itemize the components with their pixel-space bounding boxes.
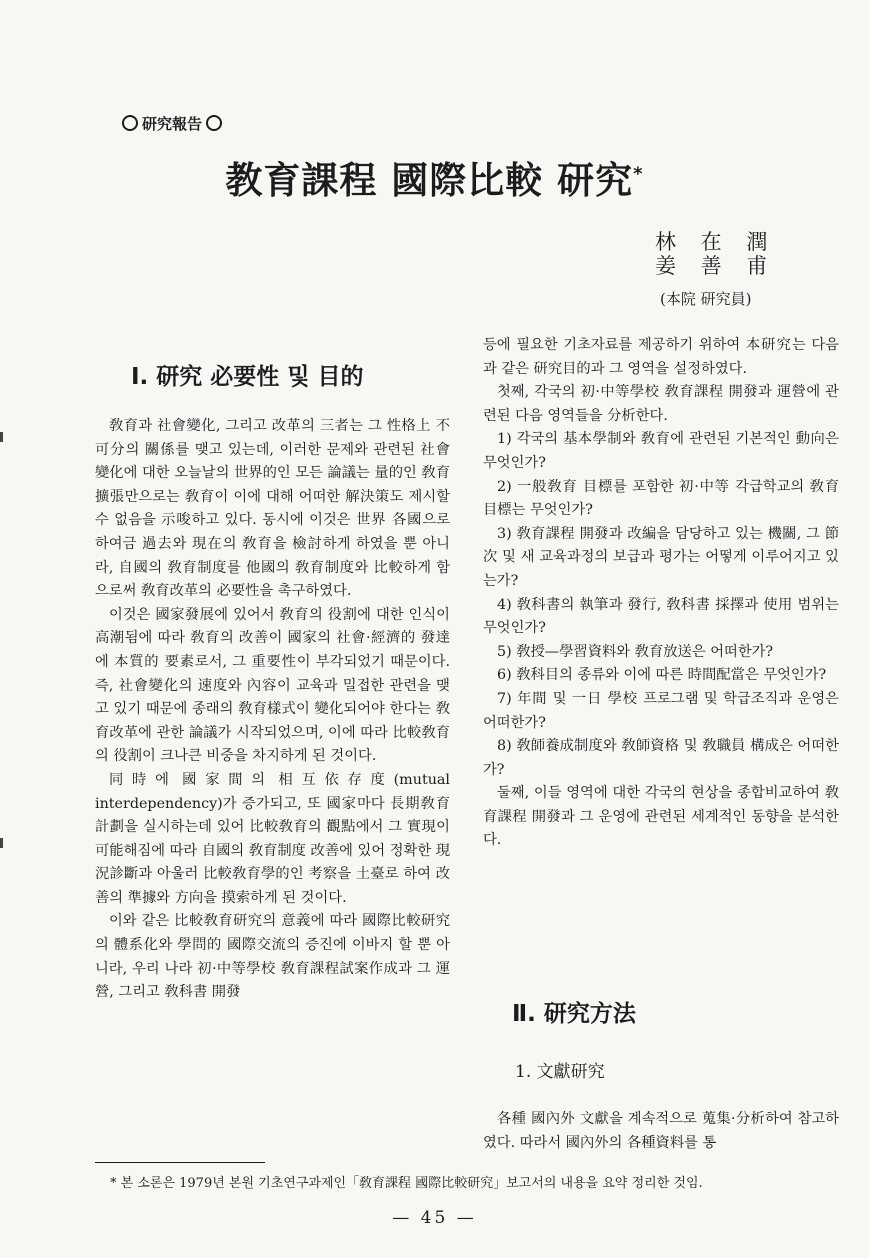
- footnote-divider: [95, 1162, 265, 1163]
- body-paragraph: 등에 필요한 기초자료를 제공하기 위하여 本研究는 다음과 같은 研究目的과 그 영역을 설정하였다.: [483, 337, 839, 377]
- body-paragraph: 同時에 國家間의 相互依存度(mutual interdependency)가 증가되고, 또 國家마다 長期敎育計劃을 실시하는데 있어 比較敎育의 觀點에서 그 實現이 可能해짐에 따라 自國의 敎育制度 改善에 있어 정확한 現況診斷과 아울러 比較敎育學的인 考察을 土臺로 하여 改善의 準據와 方向을 摸索하게 된 것이다.: [95, 771, 450, 906]
- question-item: 6) 敎科目의 종류와 이에 따른 時間配當은 무엇인가?: [497, 667, 827, 684]
- question-item: 4) 敎科書의 執筆과 發行, 敎科書 採擇과 使用 범위는 무엇인가?: [483, 596, 839, 637]
- section-heading: Ⅰ. 研究 必要性 및 目的: [131, 364, 364, 390]
- section-heading: Ⅱ. 研究方法: [512, 1001, 636, 1027]
- body-paragraph: 이와 같은 比較敎育研究의 意義에 따라 國際比較研究의 體系化와 學問的 國際交流의 증진에 이바지 할 뿐 아니라, 우리 나라 初·中等學校 敎育課程試案作成과 그 運營, 그리고 敎科書 開發: [95, 913, 450, 1001]
- section-tag-label: 研究報告: [142, 115, 203, 133]
- first-objective: 첫째, 각국의 初·中等學校 敎育課程 開發과 運營에 관련된 다음 영역들을 分析한다.: [483, 384, 839, 424]
- footnote: * 본 소론은 1979년 본원 기초연구과제인「敎育課程 國際比較研究」보고서의 내용을 요약 정리한 것임.: [110, 1176, 703, 1191]
- margin-mark: [0, 432, 3, 442]
- question-item: 2) 一般敎育 目標를 포함한 初·中等 각급학교의 敎育目標는 무엇인가?: [483, 478, 839, 519]
- margin-mark: [0, 838, 3, 848]
- author-name: 林 在 潤: [655, 230, 777, 254]
- question-item: 1) 각국의 基本學制와 敎育에 관련된 기본적인 動向은 무엇인가?: [483, 431, 839, 471]
- right-column: [483, 334, 839, 853]
- title-footnote-mark: *: [633, 163, 644, 185]
- title-text: 教育課程 國際比較 研究: [225, 159, 634, 202]
- report-tag: [118, 113, 226, 134]
- question-item: 7) 年間 및 一日 學校 프로그램 및 학급조직과 운영은 어떠한가?: [483, 690, 839, 731]
- body-paragraph: 各種 國內外 文獻을 계속적으로 蒐集·分析하여 참고하였다. 따라서 國內外의 各種資料를 통: [483, 1111, 839, 1151]
- circle-icon: [206, 115, 222, 131]
- author-name: 姜 善 甫: [655, 254, 777, 278]
- circle-icon: [122, 115, 138, 131]
- article-title: [0, 150, 869, 204]
- sub-heading: 1. 文獻研究: [515, 1062, 605, 1082]
- authors: [655, 230, 785, 278]
- question-item: 3) 敎育課程 開發과 改編을 담당하고 있는 機關, 그 節次 및 새 교육과정의 보급과 평가는 어떻게 이루어지고 있는가?: [483, 525, 839, 589]
- left-column: [95, 415, 450, 1005]
- second-objective: 둘째, 이들 영역에 대한 각국의 현상을 종합비교하여 敎育課程 開發과 그 운영에 관련된 세계적인 동향을 분석한다.: [483, 785, 839, 849]
- author-affiliation: (本院 研究員): [660, 290, 752, 308]
- body-paragraph: 이것은 國家發展에 있어서 敎育의 役割에 대한 인식이 高潮됨에 따라 敎育의 改善이 國家의 社會·經濟的 發達에 本質的 要素로서, 그 重要性이 부각되었기 때문이다. 즉, 社會變化의 速度와 內容이 교육과 밀접한 관련을 맺고 있기 때문에 종래의 敎育樣式이 變化되어야 한다는 敎育改革에 관한 論議가 시작되었으며, 이에 따라 比較敎育의 役割이 크나큰 비중을 차지하게 된 것이다.: [95, 606, 450, 765]
- question-item: 5) 敎授—學習資料와 敎育放送은 어떠한가?: [497, 643, 774, 660]
- page-number: — 45 —: [392, 1208, 477, 1228]
- body-paragraph: 敎育과 社會變化, 그리고 改革의 三者는 그 性格上 不可分의 關係를 맺고 있는데, 이러한 문제와 관련된 社會變化에 대한 오늘날의 世界的인 모든 論議는 量的인 敎育擴張만으로는 敎育이 이에 대해 어떠한 解決策도 제시할 수 없음을 示唆하고 있다. 동시에 이것은 世界 各國으로 하여금 過去와 現在의 敎育을 檢討하게 하였을 뿐 아니라, 自國의 敎育制度를 他國의 敎育制度와 比較하게 함으로써 敎育改革의 必要性을 촉구하였다.: [95, 418, 450, 600]
- question-item: 8) 敎師養成制度와 敎師資格 및 敎職員 構成은 어떠한가?: [483, 738, 839, 778]
- method-column: [483, 1108, 839, 1155]
